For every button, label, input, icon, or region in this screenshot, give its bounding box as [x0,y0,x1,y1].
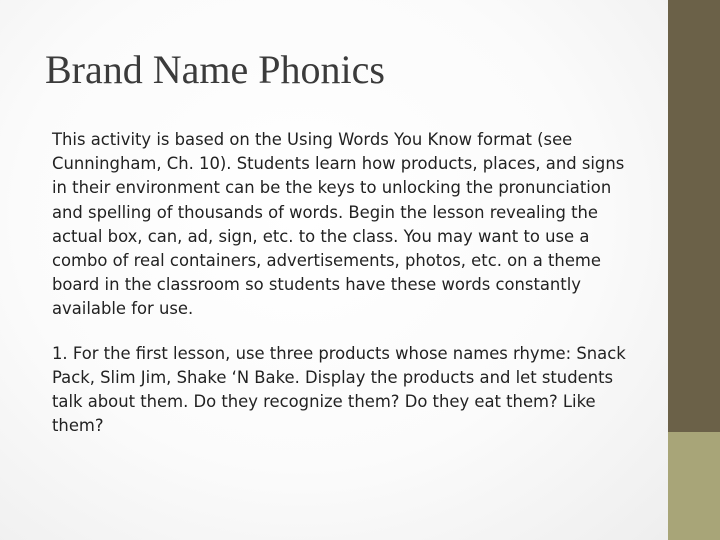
body-paragraph: This activity is based on the Using Words You Know format (see Cunningham, Ch. 10). Students learn how products, places, and signs in their environment can be the keys to unlocking the pronunciation and spelling of thousands of words. Begin the lesson revealing the actual box, can, ad, sign, etc. to the class. You may want to use a combo of real containers, advertisements, photos, etc. on a theme board in the classroom so students have these words constantly available for use. [52,130,625,319]
slide-body [52,128,642,438]
side-band-light [668,432,720,540]
slide-title: Brand Name Phonics [45,47,385,92]
body-paragraph-numbered: 1. For the first lesson, use three products whose names rhyme: Snack Pack, Slim Jim, Shake ‘N Bake. Display the products and let students talk about them. Do they recognize them? Do they eat them? Like them? [52,343,626,436]
side-band-dark [668,0,720,432]
